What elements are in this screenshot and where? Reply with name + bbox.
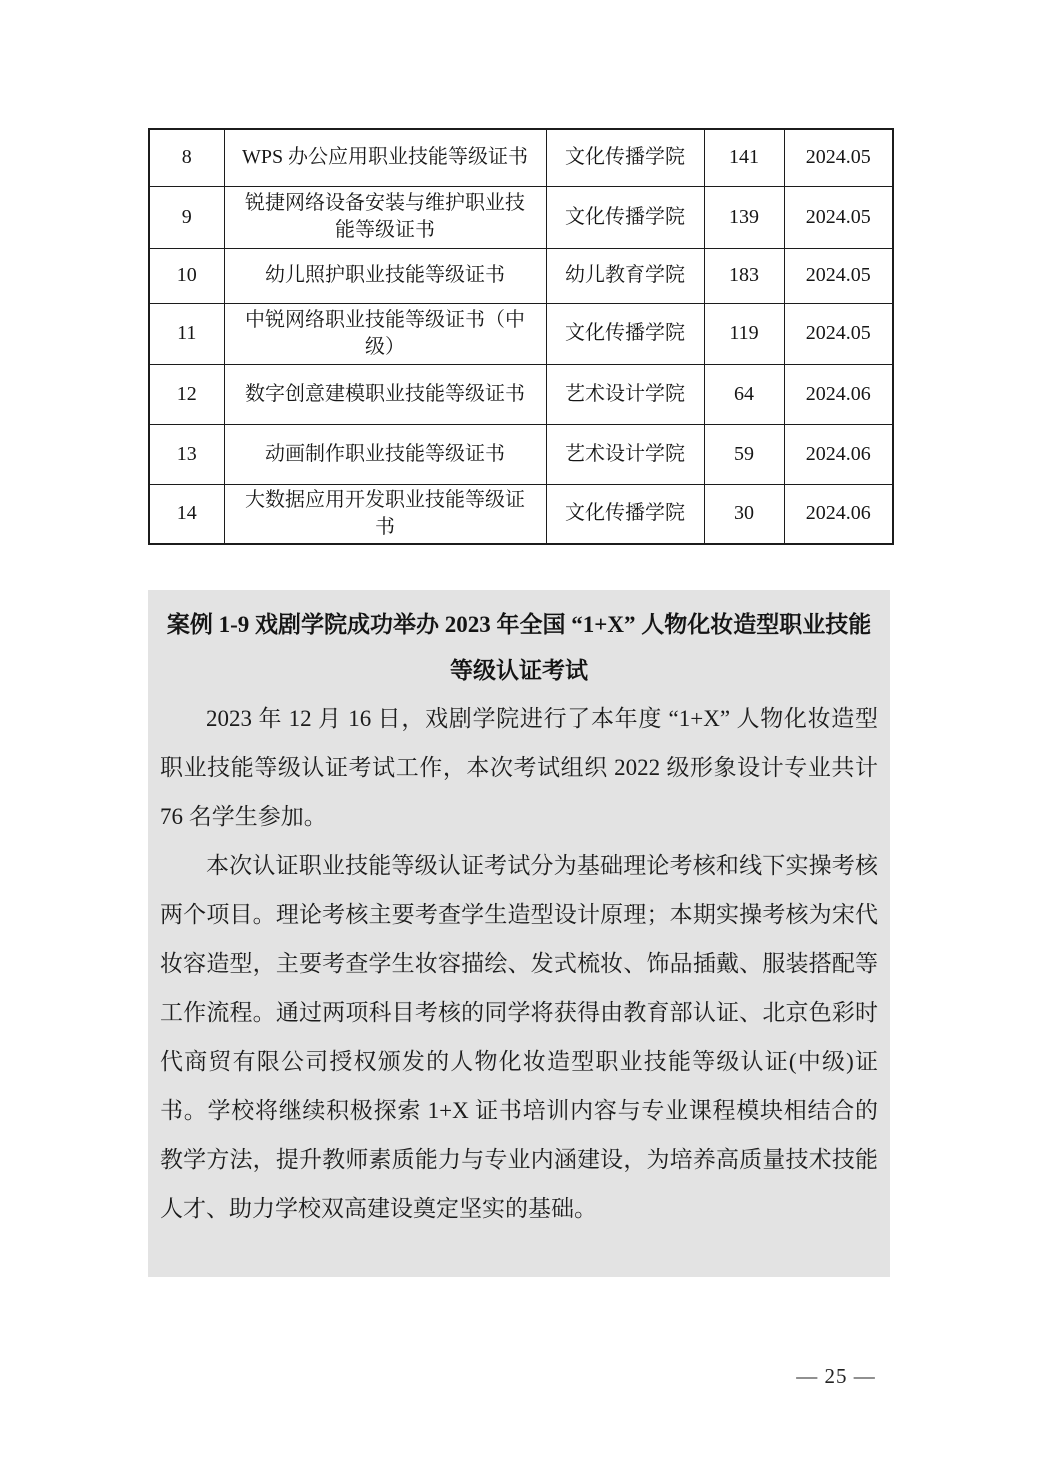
college-cell: 文化传播学院 — [546, 303, 704, 364]
certificate-name-cell: 大数据应用开发职业技能等级证书 — [224, 484, 546, 544]
certificate-name-cell: 中锐网络职业技能等级证书（中级） — [224, 303, 546, 364]
college-cell: 文化传播学院 — [546, 129, 704, 186]
row-number-cell: 8 — [149, 129, 224, 186]
college-cell: 幼儿教育学院 — [546, 248, 704, 303]
count-cell: 119 — [704, 303, 784, 364]
certificate-name-cell: 动画制作职业技能等级证书 — [224, 424, 546, 484]
college-cell: 艺术设计学院 — [546, 364, 704, 424]
college-cell: 文化传播学院 — [546, 186, 704, 248]
page-number: — 25 — — [796, 1364, 876, 1388]
table-row — [149, 248, 893, 303]
table-row — [149, 129, 893, 186]
case-study-paragraph: 2023 年 12 月 16 日，戏剧学院进行了本年度 “1+X” 人物化妆造型职业技能等级认证考试工作，本次考试组织 2022 级形象设计专业共计 76 名学生参加。 — [160, 706, 878, 829]
row-number-cell: 9 — [149, 186, 224, 248]
count-cell: 139 — [704, 186, 784, 248]
date-cell: 2024.06 — [784, 364, 893, 424]
college-cell: 文化传播学院 — [546, 484, 704, 544]
count-cell: 141 — [704, 129, 784, 186]
row-number-cell: 11 — [149, 303, 224, 364]
row-number-cell: 13 — [149, 424, 224, 484]
certificate-name-cell: 锐捷网络设备安装与维护职业技能等级证书 — [224, 186, 546, 248]
count-cell: 59 — [704, 424, 784, 484]
count-cell: 30 — [704, 484, 784, 544]
date-cell: 2024.06 — [784, 484, 893, 544]
case-study-paragraph: 本次认证职业技能等级认证考试分为基础理论考核和线下实操考核两个项目。理论考核主要考查学生造型设计原理；本期实操考核为宋代妆容造型，主要考查学生妆容描绘、发式梳妆、饰品插戴、服装搭配等工作流程。通过两项科目考核的同学将获得由教育部认证、北京色彩时代商贸有限公司授权颁发的人物化妆造型职业技能等级认证(中级)证书。学校将继续积极探索 1+X 证书培训内容与专业课程模块相结合的教学方法，提升教师素质能力与专业内涵建设，为培养高质量技术技能人才、助力学校双高建设奠定坚实的基础。 — [160, 853, 878, 1221]
row-number-cell: 14 — [149, 484, 224, 544]
certificate-name-cell: WPS 办公应用职业技能等级证书 — [224, 129, 546, 186]
date-cell: 2024.05 — [784, 303, 893, 364]
certificate-name-cell: 数字创意建模职业技能等级证书 — [224, 364, 546, 424]
college-cell: 艺术设计学院 — [546, 424, 704, 484]
count-cell: 64 — [704, 364, 784, 424]
date-cell: 2024.05 — [784, 129, 893, 186]
case-study-box — [148, 590, 890, 1277]
table-row — [149, 303, 893, 364]
table-row — [149, 364, 893, 424]
date-cell: 2024.05 — [784, 248, 893, 303]
row-number-cell: 10 — [149, 248, 224, 303]
table-row — [149, 186, 893, 248]
certificate-name-cell: 幼儿照护职业技能等级证书 — [224, 248, 546, 303]
date-cell: 2024.05 — [784, 186, 893, 248]
table-row — [149, 484, 893, 544]
row-number-cell: 12 — [149, 364, 224, 424]
certificates-table — [148, 128, 894, 545]
table-row — [149, 424, 893, 484]
case-study-heading: 案例 1-9 戏剧学院成功举办 2023 年全国 “1+X” 人物化妆造型职业技能等级认证考试 — [166, 612, 872, 683]
date-cell: 2024.06 — [784, 424, 893, 484]
count-cell: 183 — [704, 248, 784, 303]
